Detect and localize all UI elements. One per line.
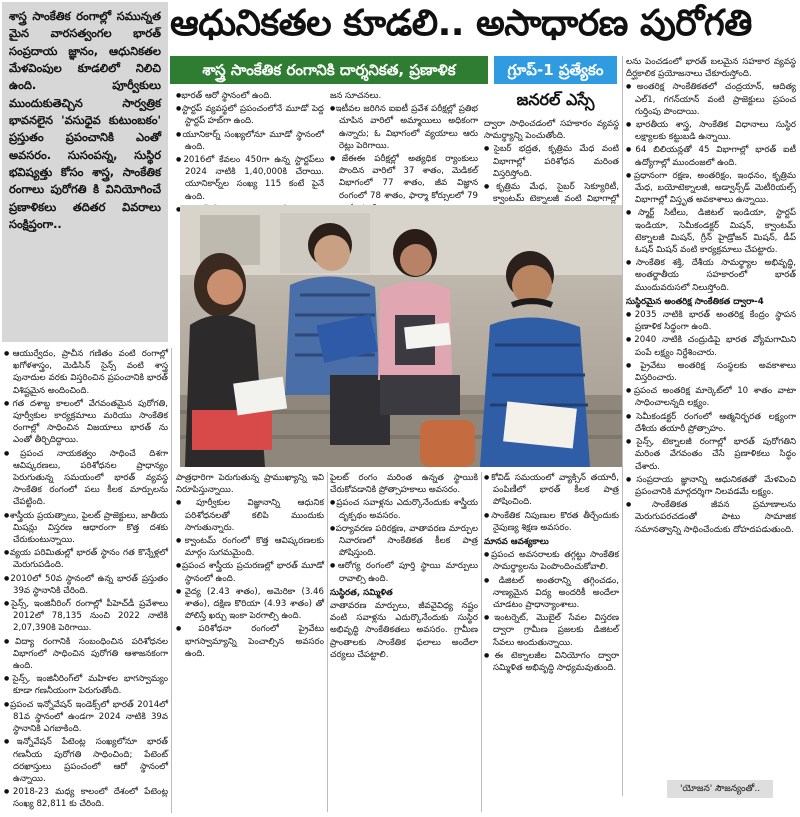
- list-item: ● సెమీకండక్టర్‌ రంగంలో ఆత్మనిర్భరత లక్ష్యంగా దేశీయ తయారీ ప్రోత్సాహం.: [626, 411, 796, 435]
- group1-badge: గ్రూప్‌-1 ప్రత్యేకం: [494, 56, 617, 84]
- list-item: ● క్వాంటమ్‌ రంగంలో కొత్త ఆవిష్కరణలకు మార్గం సుగమమైంది.: [176, 535, 324, 559]
- page-headline: ఆధునికతల కూడలి.. అసాధారణ పురోగతి: [170, 3, 752, 44]
- list-item: ● ఇన్నోవేషన్‌ పేటెంట్ల సంఖ్యలోనూ భారత్‌ గణనీయ పురోగతి సాధించింది; పేటెంట్‌ దరఖాస్తులు ప్రపంచంలో ఆరో స్థానంలో ఉన్నాయి.: [4, 736, 168, 785]
- list-item: ● పరిశోధనా రంగంలో ప్రైవేటు భాగస్వామ్యాన్ని పెంచాల్సిన అవసరం ఉంది.: [176, 623, 324, 660]
- column-3-bottom: [330, 472, 478, 812]
- list-item: ● 2010లో 50వ స్థానంలో ఉన్న భారత్‌ ప్రస్తుతం 39వ స్థానానికి చేరింది.: [4, 573, 168, 597]
- list-item: ● ఇంటర్నెట్‌, మొబైల్‌ సేవల విస్తరణ ద్వారా గ్రామీణ ప్రజలకు డిజిటల్‌ సేవలు అందుతున్నాయి.: [484, 612, 619, 649]
- list-item: ● కృత్రిమ మేధ, సైబర్‌ సెక్యూరిటీ, క్వాంటమ్‌ టెక్నాలజీ వంటి విభాగాల్లో: [484, 181, 619, 218]
- general-essay-label: జనరల్‌ ఎస్సే: [516, 90, 595, 109]
- list-item: ● ప్రపంచ ఇన్నోవేషన్‌ ఇండెక్స్‌లో భారత్‌ 2014లో 81వ స్థానంలో ఉండగా 2024 నాటికి 39వ స్థానానికి ఎగబాకింది.: [4, 699, 168, 736]
- list-item: ● యూనికార్న్‌ సంఖ్యలోనూ మూడో స్థానంలో ఉంది.: [176, 129, 324, 153]
- list-item: ● సాంకేతిక శక్తి, దేశీయ సామర్థ్యాల అభివృద్ధి, అంతర్జాతీయ సహకారంలో భారత్‌ ముందువరుసలో నిలుస్తోంది.: [626, 257, 796, 294]
- list-item: ● ప్రైవేటు అంతరిక్ష సంస్థలకు అవకాశాలు విస్తరించారు.: [626, 360, 796, 384]
- list-item: ● ఇటీవల జరిగిన ఐఐటీ ప్రవేశ పరీక్షల్లో ప్రతిభ చూపిన వారిలో అమ్మాయిలు అధికంగా ఉన్నారు; ఓ విభాగంలో వ్యయాలు ఆరు రెట్లు పెరిగాయి.: [330, 103, 478, 152]
- list-item: ● ఈ టెక్నాలజీల వినియోగం ద్వారా సమ్మిళిత అభివృద్ధి సాధ్యమవుతుంది.: [484, 650, 619, 674]
- list-item: ● అంతరిక్ష సాంకేతికతలో చంద్రయాన్‌, ఆదిత్య ఎల్‌1, గగన్‌యాన్‌ వంటి ప్రాజెక్టులు ప్రపంచ గుర్తింపు పొందాయి.: [626, 81, 796, 118]
- list-item: ● వైద్య (2.43 శాతం), అమెరికా (3.46 శాతం), దక్షిణ కొరియా (4.93 శాతం) తో పోలిస్తే ఖర్చు ఇంకా పెరగాల్సి ఉంది.: [176, 586, 324, 623]
- list-item: ● సాంకేతిక నిపుణుల కొరత తీర్చేందుకు నైపుణ్య శిక్షణ అవసరం.: [484, 510, 619, 534]
- sub-headline: శాస్త్ర సాంకేతిక రంగానికి దార్శనికత, ప్రణాళిక: [170, 56, 488, 84]
- list-item: ● సైబర్‌ భద్రత, కృత్రిమ మేధ వంటి విభాగాల్లో పరిశోధన మరింత విస్తరిస్తోంది.: [484, 143, 619, 180]
- list-item: ● ప్రపంచ నాయకత్వం సాధించే దిశగా ఆవిష్కరణలు, పరిశోధనల ప్రాధాన్యం పెరుగుతున్న సమయంలో భారత్‌ వ్యవస్థ సాంకేతిక రంగంలో పలు కీలక మార్పులను చేపట్టింది.: [4, 448, 168, 509]
- list-item: ● ఆయుర్వేదం, ప్రాచీన గణితం వంటి రంగాల్లో ఖగోళశాస్త్రం, మెడిసిన్‌ సైన్స్‌ వంటి శాస్త్ర పునాదుల వరకు విస్తరించిన ప్రపంచానికి భారత్‌ విశిష్టమైన అందించింది.: [4, 348, 168, 397]
- list-item: ● సైన్స్‌, ఇంజినీరింగ్‌ రంగాల్లో పీహెచ్‌డీ ప్రవేశాలు 2012లో 78,135 నుంచి 2022 నాటికి 2,07,390కి పెరిగాయి.: [4, 598, 168, 635]
- list-item: ● స్మార్ట్‌ సిటీలు, డిజిటల్‌ ఇండియా, స్టార్టప్‌ ఇండియా, సెమీకండక్టర్‌ మిషన్‌, క్వాంటమ్‌ టెక్నాలజీ మిషన్‌, గ్రీన్‌ హైడ్రోజన్‌ మిషన్‌, డీప్‌ ఓషన్‌ మిషన్‌ వంటి కార్యక్రమాలు చేపట్టారు.: [626, 207, 796, 256]
- section-subhead: మానవ ఆవశ్యకాలు: [484, 537, 549, 548]
- section-subhead: సుస్థిరమైన అంతరిక్ష సాంకేతికత ద్వారా-4: [626, 296, 764, 307]
- list-item: ● గత దశాబ్ద కాలంలో వేగవంతమైన పురోగతి, పూర్వీకుల కార్యక్రమాలు మరియు సాంకేతిక రంగాల్లో సాధించిన విజయాలు భారత్‌ ను ఎంతో తీర్చిదిద్దాయి.: [4, 398, 168, 447]
- students-studying-photo: [180, 205, 623, 467]
- list-item: ● భారత్‌ ఆరో స్థానంలో ఉంది.: [176, 90, 324, 102]
- list-item: ● ప్రపంచ అంతరిక్ష మార్కెట్‌లో 10 శాతం వాటా సాధించాలన్నది లక్ష్యం.: [626, 385, 796, 409]
- list-item: ● ప్రధానంగా రక్షణ, అంతరిక్షం, ఇంధనం, కృత్రిమ మేధ, బయోటెక్నాలజీ, అడ్వాన్స్‌డ్‌ మెటీరియల్స్‌ విభాగాల్లో విస్తృత అవకాశాలు ఉన్నాయి.: [626, 170, 796, 207]
- column-3-top: [330, 90, 478, 202]
- intro-box: శాస్త్ర సాంకేతిక రంగాల్లో సమున్నత మైన వారసత్వంగల భారత్‌ సంప్రదాయ జ్ఞానం, ఆధునికతల మేళవింపుల కూడలిలో నిలిచి ఉంది. పూర్వీకులు ముందుకుతెచ్చిన సార్వత్రిక భావనలైన 'వసుధైవ కుటుంబకం' ప్రస్తుతం ప్రపంచానికి ఎంతో అవసరం. సుసంపన్న, సుస్థిర భవిష్యత్తు కోసం శాస్త్ర, సాంకేతిక రంగాలు పురోగతి కి వినియోగించే ప్రణాళికలు తదితర వివరాలు సంక్షిప్తంగా..: [2, 2, 168, 342]
- list-item: ● పర్యావరణ పరిరక్షణ, వాతావరణ మార్పుల నివారణలో సాంకేతికత కీలక పాత్ర పోషిస్తుంది.: [330, 523, 478, 560]
- list-item: ● సంప్రదాయ జ్ఞానాన్ని ఆధునికతతో మేళవించి ప్రపంచానికి మార్గదర్శిగా నిలవడమే లక్ష్యం.: [626, 474, 796, 498]
- list-item: ● 2035 నాటికి భారత్‌ అంతరిక్ష కేంద్రం స్థాపన ప్రణాళిక సిద్ధంగా ఉంది.: [626, 309, 796, 333]
- list-item: ● జేఈఈ పరీక్షల్లో అత్యధిక ర్యాంకులు పొందిన వారిలో 37 శాతం, మెడికల్‌ విభాగంలో 77 శాతం, జీవ విజ్ఞాన రంగంలో 78 శాతం, ఫార్మా కోర్సులలో 79: [330, 153, 478, 214]
- paragraph: లను పెంచడంలో భారత్‌ బలమైన సహకార వ్యవస్థ దీర్ఘకాలిక ప్రయోజనాలు చేకూరుస్తోంది.: [626, 57, 796, 80]
- column-1: [4, 348, 168, 813]
- list-item: ● ఆరోగ్య రంగంలో పూర్తి స్థాయి మార్పులు రావాల్సి ఉంది.: [330, 560, 478, 584]
- paragraph: ద్వారా సాధించడంలో సహకారం వ్యవస్థ సామర్థ్యాన్ని పెంచుతోంది.: [484, 119, 619, 142]
- paragraph: జన సూచనలు.: [330, 91, 382, 101]
- list-item: ● వ్యయ పరిమితుల్లో భారత్‌ స్థానం గత కొన్నేళ్లలో మెరుగుపడింది.: [4, 547, 168, 571]
- list-item: ● స్టార్టప్‌ వ్యవస్థలో ప్రపంచంలోనే మూడో పెద్ద స్టార్టప్‌ హబ్‌గా ఉంది.: [176, 103, 324, 127]
- list-item: ● 2018-23 మధ్య కాలంలో దేశంలో పేటెంట్ల సంఖ్య 82,811 కు చేరింది.: [4, 786, 168, 810]
- list-item: ● శాస్త్రీయ ప్రయత్నాలు, పైలట్‌ ప్రాజెక్టులు, జాతీయ మిషన్లు విస్తరణ ఆధారంగా కొత్త దశకు చేరుకుంటున్నాయి.: [4, 510, 168, 547]
- list-item: ● డిజిటల్‌ అంతరాన్ని తగ్గించడం, నాణ్యమైన విద్య అందరికీ అందేలా చూడటం ప్రాధాన్యాంశాలు.: [484, 575, 619, 612]
- list-item: ● సాంకేతికత జీవన ప్రమాణాలను మెరుగుపరచడంతో పాటు సామాజిక సమానత్వాన్ని సాధించేందుకు దోహదపడుతుంది.: [626, 499, 796, 536]
- list-item: ● 2016లో కేవలం 450గా ఉన్న స్టార్టప్‌లు 2024 నాటికి 1,40,000కి చేరాయి. యూనికార్న్‌ల సంఖ్య 115 కంటే పైనే ఉంది.: [176, 154, 324, 203]
- paragraph: పాత్రధారిగా పెరుగుతున్న ప్రాముఖ్యాన్ని ఇవి నిరూపిస్తున్నాయి.: [176, 473, 324, 496]
- column-2-bottom: [176, 472, 324, 812]
- list-item: ● సైన్స్‌, ఇంజినీరింగ్‌లో మహిళల భాగస్వామ్యం కూడా గణనీయంగా పెరుగుతోంది.: [4, 673, 168, 697]
- list-item: ● ప్రపంచ సవాళ్లను ఎదుర్కొనేందుకు శాస్త్రీయ దృక్పథం అవసరం.: [330, 497, 478, 521]
- paragraph: వాతావరణ మార్పులు, జీవవైవిధ్య నష్టం వంటి సవాళ్లను ఎదుర్కొనేందుకు సుస్థిర అభివృద్ధి సాంకేతికతలు అవసరం. గ్రామీణ ప్రాంతాలకు సాంకేతిక ఫలాలు అందేలా చర్యలు చేపట్టాలి.: [330, 601, 478, 660]
- column-4-bottom: [484, 472, 619, 812]
- list-item: ● 64 బిలియన్లతో 45 విభాగాల్లో భారత్‌ ఐటీ ఉద్యోగాల్లో ముందంజలో ఉంది.: [626, 144, 796, 168]
- list-item: ● సైన్స్‌, టెక్నాలజీ రంగాల్లో భారత్‌ పురోగతిని మరింత వేగవంతం చేసే ప్రణాళికలు సిద్ధం చేశారు.: [626, 436, 796, 473]
- list-item: ● విద్యా రంగానికి సంబంధించిన పరిశోధనల విభాగంలో సాధించిన పురోగతి ఆశాజనకంగా ఉంది.: [4, 636, 168, 673]
- source-credit: 'యోజన' సౌజన్యంతో..: [667, 780, 773, 798]
- list-item: ● ప్రపంచ అవసరాలకు తగ్గట్టు సాంకేతిక సామర్థ్యాలను పెంపొందించుకోవాలి.: [484, 549, 619, 573]
- column-2-top: [176, 90, 324, 202]
- section-subhead: సుస్థిరత, సమ్మిళిత: [330, 587, 393, 598]
- list-item: ● ప్రపంచ శాస్త్రీయ ప్రచురణల్లో భారత్‌ మూడో స్థానంలో ఉంది.: [176, 560, 324, 584]
- list-item: ● 2040 నాటికి చంద్రుడిపై భారత వ్యోమగామిని పంపే లక్ష్యం నిర్దేశించారు.: [626, 334, 796, 358]
- column-4-top: [484, 118, 619, 205]
- paragraph: పైలట్‌ రంగం మరింత ఉన్నత స్థాయికి చేరుకోవడానికి ప్రోత్సాహకాలు అవసరం.: [330, 473, 478, 496]
- list-item: ● భారతీయ శాస్త్ర, సాంకేతిక విధానాలు సుస్థిర లక్ష్యాలకు కట్టుబడి ఉన్నాయి.: [626, 119, 796, 143]
- list-item: ● కోవిడ్‌ సమయంలో వ్యాక్సిన్‌ తయారీ, పంపిణీలో భారత్‌ కీలక పాత్ర పోషించింది.: [484, 472, 619, 509]
- column-5: [626, 56, 796, 778]
- list-item: ● పూర్వీకుల విజ్ఞానాన్ని ఆధునిక పరిశోధనలతో కలిపి ముందుకు సాగుతున్నారు.: [176, 497, 324, 534]
